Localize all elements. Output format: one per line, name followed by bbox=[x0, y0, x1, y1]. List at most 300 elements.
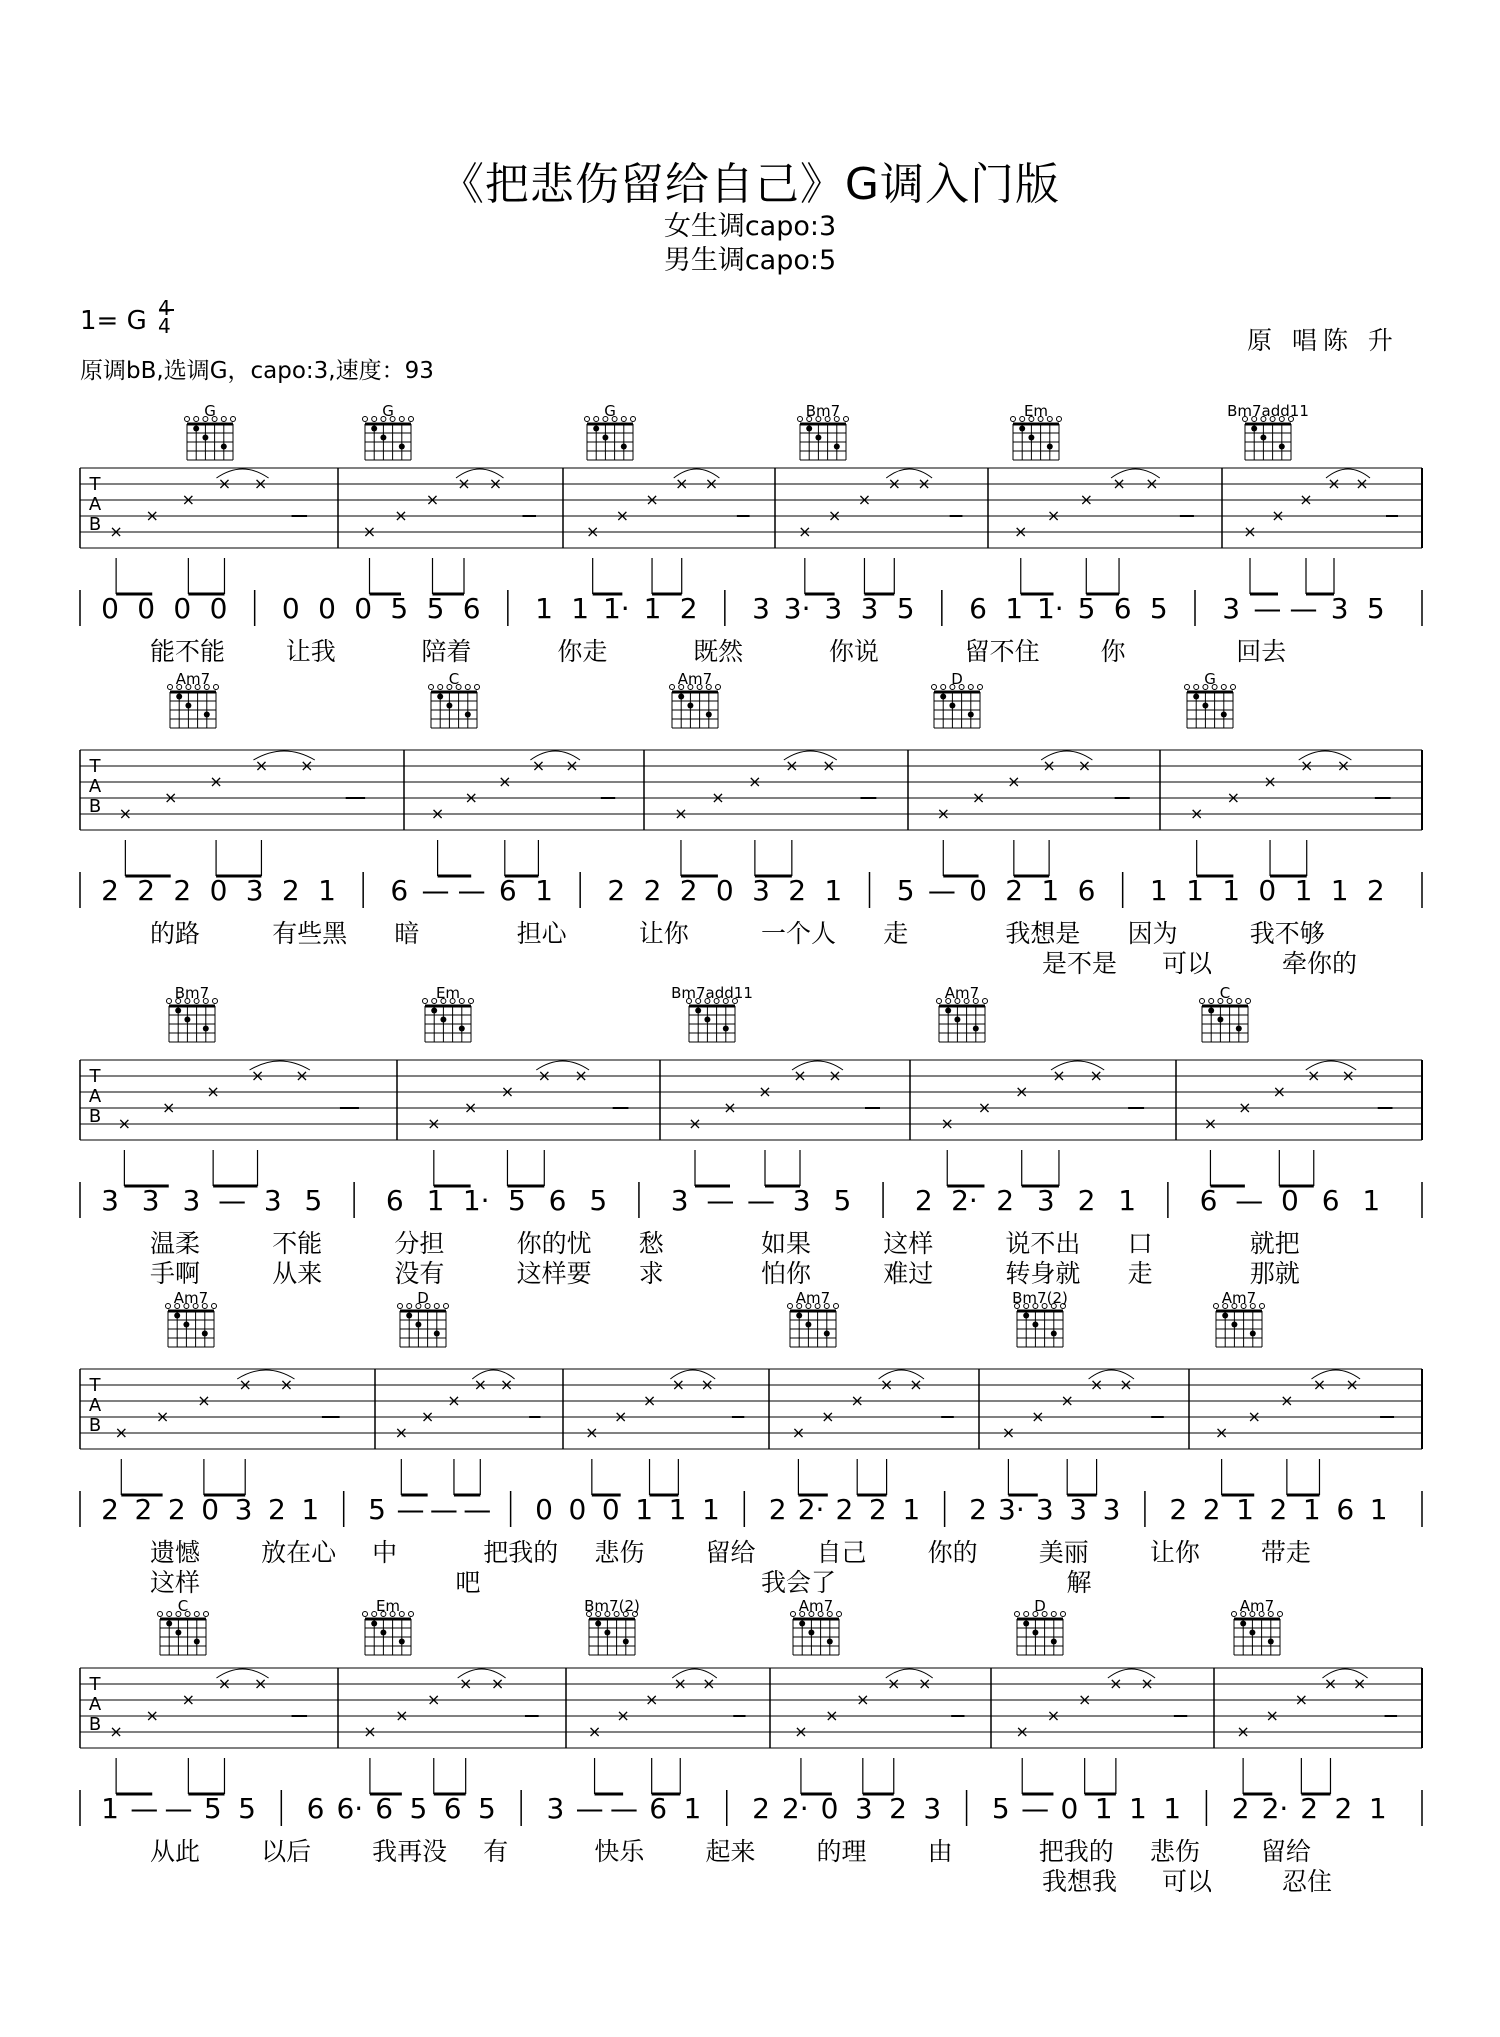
chord-finger-dot bbox=[723, 1026, 729, 1032]
jianpu-note: 5 bbox=[1366, 592, 1385, 625]
chord-finger-dot bbox=[371, 1621, 377, 1627]
jianpu-note: 6 bbox=[1321, 1184, 1340, 1217]
tab-note: × bbox=[206, 1082, 220, 1101]
tab-note: × bbox=[1014, 522, 1028, 541]
chord-name: Bm7add11 bbox=[1227, 402, 1309, 420]
chord-finger-dot bbox=[1240, 1621, 1246, 1627]
jianpu-note: 2 bbox=[1269, 1493, 1288, 1526]
lyric-line1: 既然 bbox=[693, 637, 744, 666]
lyric-line1: 因为 bbox=[1127, 919, 1178, 948]
chord-finger-dot bbox=[796, 1313, 802, 1319]
chord-finger-dot bbox=[371, 426, 377, 432]
tab-note: × bbox=[1001, 1423, 1016, 1442]
chord-finger-dot bbox=[940, 694, 946, 700]
tab-note: × bbox=[1042, 756, 1056, 775]
tab-note: × bbox=[1247, 1407, 1261, 1426]
lyric-line1: 让你 bbox=[1149, 1538, 1200, 1567]
chord-finger-dot bbox=[380, 1630, 386, 1636]
chord-finger-dot bbox=[1051, 1331, 1057, 1337]
jianpu-note: 0 bbox=[137, 592, 156, 625]
chord-finger-dot bbox=[815, 435, 821, 441]
jianpu-note: 2 bbox=[1366, 874, 1385, 907]
jianpu-note: 5 bbox=[203, 1792, 222, 1825]
tab-note: × bbox=[616, 1706, 630, 1725]
lyric-line1: 留给 bbox=[1260, 1837, 1311, 1866]
jianpu-note: 6 bbox=[306, 1792, 325, 1825]
jianpu-note: 1 bbox=[824, 874, 843, 907]
chord-name: Bm7(2) bbox=[1012, 1289, 1068, 1307]
chord-name: Em bbox=[1023, 402, 1049, 420]
tab-note: × bbox=[164, 788, 178, 807]
lyric-line1: 把我的 bbox=[1038, 1837, 1114, 1866]
tab-note: × bbox=[785, 756, 799, 775]
lyric-line1: 你说 bbox=[828, 637, 879, 666]
tab-note: × bbox=[1299, 490, 1313, 509]
lyric-line1: 一个人 bbox=[761, 919, 837, 948]
tab-note: × bbox=[1189, 804, 1204, 823]
tab-note: × bbox=[1060, 1391, 1074, 1410]
tab-note: × bbox=[1077, 1690, 1092, 1709]
jianpu-note: 1 bbox=[1041, 874, 1060, 907]
tab-note: × bbox=[822, 756, 836, 775]
lyric-line1: 悲伤 bbox=[1149, 1837, 1200, 1866]
tab-note: × bbox=[254, 756, 269, 775]
tab-clef-letter: A bbox=[88, 1086, 102, 1107]
tab-note: × bbox=[758, 1082, 772, 1101]
chord-finger-dot bbox=[1231, 1322, 1237, 1328]
tab-note: × bbox=[700, 1375, 714, 1394]
jianpu-note: 2 bbox=[167, 1493, 186, 1526]
tab-note: × bbox=[1352, 1674, 1367, 1693]
jianpu-note: 2 bbox=[1231, 1792, 1250, 1825]
lyric-line2: 我想我 bbox=[1042, 1867, 1118, 1896]
chord-finger-dot bbox=[174, 1313, 180, 1319]
chord-finger-dot bbox=[968, 712, 974, 718]
jianpu-note: 3 bbox=[1222, 592, 1241, 625]
jianpu-note: 3 bbox=[1035, 1493, 1054, 1526]
chord-name: Bm7 bbox=[805, 402, 841, 420]
tab-note: × bbox=[1327, 474, 1341, 493]
jianpu-note: 2 bbox=[679, 874, 698, 907]
jianpu-note: 1 bbox=[1094, 1792, 1113, 1825]
chord-finger-dot bbox=[1251, 426, 1257, 432]
jianpu-note: 2 bbox=[101, 874, 119, 907]
chord-finger-dot bbox=[602, 435, 608, 441]
lyric-line1: 美丽 bbox=[1038, 1538, 1089, 1567]
tab-note: × bbox=[300, 756, 314, 775]
jianpu-note: 1 bbox=[1368, 1792, 1387, 1825]
lyric-line1: 遗憾 bbox=[150, 1538, 201, 1567]
jianpu-note: 0 bbox=[1258, 874, 1277, 907]
chord-finger-dot bbox=[687, 703, 693, 709]
chord-finger-dot bbox=[406, 1313, 412, 1319]
lyric-line1: 陪着 bbox=[421, 637, 472, 666]
tab-note: × bbox=[250, 1066, 265, 1085]
chord-finger-dot bbox=[1236, 1026, 1242, 1032]
tab-note: × bbox=[887, 1674, 901, 1693]
tab-note: × bbox=[279, 1375, 294, 1394]
tab-note: × bbox=[463, 1098, 478, 1117]
lyric-line1: 温柔 bbox=[150, 1229, 201, 1258]
chord-finger-dot bbox=[604, 1630, 610, 1636]
jianpu-note: 5 bbox=[991, 1792, 1010, 1825]
tab-note: × bbox=[394, 1423, 409, 1442]
jianpu-note: — bbox=[706, 1184, 735, 1217]
chord-finger-dot bbox=[203, 1026, 209, 1032]
jianpu-note: 3 bbox=[860, 592, 879, 625]
page-title: 《把悲伤留给自己》G调入门版 bbox=[439, 159, 1061, 210]
lyric-line1: 的理 bbox=[816, 1837, 867, 1866]
jianpu-note: 6 bbox=[548, 1184, 567, 1217]
lyric-line1: 说不出 bbox=[1005, 1229, 1081, 1258]
jianpu-note: 0 bbox=[201, 1493, 220, 1526]
chord-finger-dot bbox=[175, 1008, 181, 1014]
jianpu-note: 3 bbox=[792, 1184, 811, 1217]
tab-note: × bbox=[1312, 1375, 1327, 1394]
chord-finger-dot bbox=[1032, 1630, 1038, 1636]
lyric-line2: 难过 bbox=[883, 1259, 934, 1288]
chord-name: Am7 bbox=[173, 1289, 209, 1307]
chord-name: C bbox=[1219, 984, 1231, 1002]
chord-name: G bbox=[1204, 670, 1216, 688]
jianpu-note: 3 bbox=[245, 874, 264, 907]
chord-finger-dot bbox=[704, 1017, 710, 1023]
jianpu-note: 0 bbox=[568, 1493, 587, 1526]
lyric-line1: 你 bbox=[1100, 637, 1126, 666]
chord-finger-dot bbox=[1221, 712, 1227, 718]
jianpu-note: 2 bbox=[914, 1184, 933, 1217]
jianpu-note: 3 bbox=[752, 592, 770, 625]
lyric-line2: 吧 bbox=[455, 1568, 481, 1597]
jianpu-note: 0 bbox=[173, 592, 192, 625]
jianpu-note: 5 bbox=[368, 1493, 386, 1526]
jianpu-note: 2 bbox=[768, 1493, 787, 1526]
jianpu-note: 2 bbox=[679, 592, 698, 625]
tab-note: × bbox=[613, 1407, 628, 1426]
chord-finger-dot bbox=[1047, 444, 1053, 450]
tab-note: × bbox=[1294, 1690, 1309, 1709]
chord-finger-dot bbox=[465, 712, 471, 718]
chord-finger-dot bbox=[1250, 1331, 1256, 1337]
jianpu-note: 3 bbox=[263, 1184, 282, 1217]
lyric-line1: 让你 bbox=[638, 919, 689, 948]
tab-note: × bbox=[1140, 1674, 1154, 1693]
tab-note: × bbox=[585, 522, 600, 541]
chord-finger-dot bbox=[1249, 1630, 1255, 1636]
chord-name: C bbox=[177, 1597, 189, 1615]
jianpu-note: — bbox=[421, 874, 450, 907]
tab-note: × bbox=[145, 506, 159, 525]
jianpu-note: 3 bbox=[101, 1184, 119, 1217]
chord-finger-dot bbox=[1051, 1639, 1057, 1645]
jianpu-note: 1 bbox=[1302, 1493, 1321, 1526]
chord-finger-dot bbox=[459, 1026, 465, 1032]
tab-note: × bbox=[395, 1706, 409, 1725]
chord-finger-dot bbox=[1222, 1313, 1228, 1319]
jianpu-note: 0 bbox=[354, 592, 373, 625]
tab-note: × bbox=[430, 804, 445, 823]
lyric-line1: 就把 bbox=[1249, 1229, 1300, 1258]
chord-finger-dot bbox=[437, 694, 443, 700]
jianpu-note: 5 bbox=[507, 1184, 526, 1217]
jianpu-note: 5 bbox=[477, 1792, 496, 1825]
tab-note: × bbox=[1031, 1407, 1045, 1426]
chord-finger-dot bbox=[202, 1331, 208, 1337]
lyric-line2: 可以 bbox=[1162, 1867, 1213, 1896]
chord-name: Am7 bbox=[175, 670, 211, 688]
lyric-line1: 留不住 bbox=[964, 637, 1040, 666]
lyric-line1: 从此 bbox=[150, 1837, 201, 1866]
chord-finger-dot bbox=[415, 1322, 421, 1328]
jianpu-note: 0 bbox=[820, 1792, 839, 1825]
chord-finger-dot bbox=[176, 694, 182, 700]
chord-name: Em bbox=[375, 1597, 401, 1615]
chord-finger-dot bbox=[695, 1008, 701, 1014]
chord-finger-dot bbox=[431, 1008, 437, 1014]
jianpu-note: 2 bbox=[1005, 874, 1024, 907]
tab-note: × bbox=[673, 1674, 687, 1693]
jianpu-note: 2 bbox=[137, 874, 156, 907]
jianpu-note: 3 bbox=[1069, 1493, 1088, 1526]
tab-note: × bbox=[574, 1066, 588, 1085]
chord-finger-dot bbox=[1268, 1639, 1274, 1645]
tab-clef-letter: B bbox=[88, 796, 102, 817]
jianpu-note: 0 bbox=[209, 874, 228, 907]
tab-note: × bbox=[723, 1098, 737, 1117]
jianpu-note: 3· bbox=[783, 592, 811, 625]
tab-note: × bbox=[828, 1066, 842, 1085]
jianpu-note: — bbox=[1253, 592, 1282, 625]
lyric-line1: 我想是 bbox=[1005, 919, 1081, 948]
tab-note: × bbox=[1300, 756, 1314, 775]
jianpu-note: 2 bbox=[996, 1184, 1015, 1217]
lyric-line1: 起来 bbox=[705, 1837, 756, 1866]
tab-note: × bbox=[181, 1690, 196, 1709]
tab-clef-letter: B bbox=[88, 1415, 102, 1436]
tab-note: × bbox=[674, 804, 688, 823]
chord-finger-dot bbox=[175, 1630, 181, 1636]
tab-note: × bbox=[675, 474, 689, 493]
tab-note: × bbox=[585, 1423, 599, 1442]
tab-note: × bbox=[1214, 1423, 1229, 1442]
tab-note: × bbox=[1119, 1375, 1133, 1394]
tab-note: × bbox=[114, 1423, 129, 1442]
jianpu-note: — bbox=[457, 874, 486, 907]
chord-finger-dot bbox=[824, 1331, 830, 1337]
lyric-line2: 怕你 bbox=[761, 1259, 812, 1288]
lyric-line1: 你的忧 bbox=[516, 1229, 592, 1258]
tab-note: × bbox=[420, 1407, 435, 1426]
jianpu-note: 2 bbox=[1169, 1493, 1188, 1526]
jianpu-note: 2 bbox=[889, 1792, 907, 1825]
jianpu-note: — bbox=[164, 1792, 193, 1825]
jianpu-note: 0 bbox=[209, 592, 228, 625]
lyric-line1: 这样 bbox=[883, 1229, 934, 1258]
chord-finger-dot bbox=[183, 1322, 189, 1328]
jianpu-note: 5 bbox=[304, 1184, 323, 1217]
tab-note: × bbox=[827, 506, 842, 525]
chord-finger-dot bbox=[446, 703, 452, 709]
lyric-line2: 可以 bbox=[1162, 949, 1213, 978]
tab-note: × bbox=[587, 1722, 602, 1741]
chord-finger-dot bbox=[954, 1017, 960, 1023]
jianpu-note: 3 bbox=[141, 1184, 160, 1217]
tab-note: × bbox=[253, 1674, 268, 1693]
jianpu-note: 1 bbox=[318, 874, 336, 907]
lyric-line2: 这样 bbox=[150, 1568, 201, 1597]
tab-note: × bbox=[425, 490, 440, 509]
tab-note: × bbox=[671, 1375, 686, 1394]
tab-note: × bbox=[711, 788, 725, 807]
jianpu-note: 5 bbox=[589, 1184, 608, 1217]
jianpu-note: 3 bbox=[854, 1792, 873, 1825]
jianpu-note: 5 bbox=[1149, 592, 1168, 625]
jianpu-note: 6 bbox=[385, 1184, 404, 1217]
tab-note: × bbox=[490, 1674, 505, 1693]
chord-finger-dot bbox=[806, 426, 812, 432]
jianpu-note: 5 bbox=[390, 592, 409, 625]
chord-name: Am7 bbox=[1221, 1289, 1257, 1307]
chord-finger-dot bbox=[621, 444, 627, 450]
jianpu-note: 0 bbox=[601, 1493, 620, 1526]
arrangement-info: 原调bB,选调G，capo:3,速度：93 bbox=[80, 358, 434, 384]
tab-note: × bbox=[879, 1375, 894, 1394]
lyric-line1: 有 bbox=[483, 1837, 509, 1866]
tab-note: × bbox=[909, 1375, 923, 1394]
jianpu-note: 2· bbox=[781, 1792, 809, 1825]
jianpu-note: 2 bbox=[134, 1493, 153, 1526]
tab-note: × bbox=[565, 756, 579, 775]
tab-note: × bbox=[1089, 1375, 1104, 1394]
jianpu-note: 1 bbox=[535, 874, 553, 907]
tab-note: × bbox=[702, 1674, 716, 1693]
chord-name: D bbox=[951, 670, 963, 688]
chord-finger-dot bbox=[808, 1630, 814, 1636]
tab-note: × bbox=[615, 506, 630, 525]
tab-note: × bbox=[1015, 1082, 1029, 1101]
jianpu-note: 3 bbox=[1102, 1493, 1121, 1526]
jianpu-note: 2 bbox=[868, 1493, 887, 1526]
tab-note: × bbox=[1052, 1066, 1066, 1085]
tab-note: × bbox=[1145, 474, 1159, 493]
time-signature-bottom: 4 bbox=[158, 314, 171, 338]
chord-finger-dot bbox=[1023, 1621, 1029, 1627]
jianpu-note: 6 bbox=[1113, 592, 1132, 625]
tab-note: × bbox=[1265, 1706, 1279, 1725]
jianpu-note: 1· bbox=[462, 1184, 490, 1217]
jianpu-note: 0 bbox=[1060, 1792, 1079, 1825]
lyric-line2: 那就 bbox=[1249, 1259, 1300, 1288]
chord-finger-dot bbox=[380, 435, 386, 441]
chord-finger-dot bbox=[184, 1017, 190, 1023]
jianpu-note: 3 bbox=[824, 592, 843, 625]
jianpu-note: 1 bbox=[1369, 1493, 1388, 1526]
lyric-line2: 没有 bbox=[394, 1259, 445, 1288]
time-signature-top: 4 bbox=[158, 296, 171, 320]
chord-finger-dot bbox=[1032, 1322, 1038, 1328]
lyric-line1: 不能 bbox=[272, 1229, 323, 1258]
tab-note: × bbox=[362, 522, 377, 541]
lyric-line1: 我不够 bbox=[1249, 919, 1325, 948]
tab-note: × bbox=[856, 1690, 870, 1709]
jianpu-note: — bbox=[463, 1493, 492, 1526]
tab-note: × bbox=[1089, 1066, 1103, 1085]
tab-note: × bbox=[1109, 1674, 1123, 1693]
chord-finger-dot bbox=[399, 444, 405, 450]
tab-note: × bbox=[793, 1066, 807, 1085]
lyric-line1: 走 bbox=[883, 919, 909, 948]
jianpu-note: 5 bbox=[896, 874, 915, 907]
jianpu-note: 1 bbox=[702, 1493, 720, 1526]
jianpu-note: 2 bbox=[835, 1493, 854, 1526]
jianpu-note: 1 bbox=[535, 592, 553, 625]
tab-note: × bbox=[644, 1690, 659, 1709]
lyric-line1: 由 bbox=[927, 1837, 953, 1866]
tab-note: × bbox=[940, 1114, 954, 1133]
jianpu-note: 6 bbox=[1199, 1184, 1218, 1217]
tab-note: × bbox=[253, 474, 268, 493]
chord-name: G bbox=[604, 402, 616, 420]
tab-note: × bbox=[1015, 1722, 1029, 1741]
jianpu-note: 6· bbox=[336, 1792, 364, 1825]
chord-name: Bm7 bbox=[174, 984, 210, 1002]
jianpu-note: — bbox=[1235, 1184, 1264, 1217]
tab-clef-letter: A bbox=[88, 1694, 102, 1715]
lyric-line1: 分担 bbox=[394, 1229, 445, 1258]
chord-finger-dot bbox=[595, 1621, 601, 1627]
lyric-line1: 留给 bbox=[705, 1538, 756, 1567]
tab-note: × bbox=[794, 1722, 808, 1741]
jianpu-note: 1 bbox=[1330, 874, 1349, 907]
jianpu-note: 2 bbox=[788, 874, 807, 907]
tab-note: × bbox=[181, 490, 196, 509]
tab-note: × bbox=[977, 1098, 992, 1117]
jianpu-note: 0 bbox=[101, 592, 119, 625]
jianpu-note: — bbox=[429, 1493, 458, 1526]
tab-clef-letter: T bbox=[89, 1375, 101, 1396]
chord-finger-dot bbox=[185, 703, 191, 709]
lyric-line1: 快乐 bbox=[594, 1837, 645, 1866]
lyric-line1: 带走 bbox=[1260, 1538, 1311, 1567]
lyric-line1: 你的 bbox=[927, 1538, 978, 1567]
jianpu-note: 6 bbox=[462, 592, 481, 625]
tab-note: × bbox=[458, 1674, 473, 1693]
tab-clef-letter: T bbox=[89, 756, 101, 777]
jianpu-note: 3 bbox=[234, 1493, 253, 1526]
tab-note: × bbox=[1203, 1114, 1218, 1133]
jianpu-note: 6 bbox=[375, 1792, 394, 1825]
subtitle-male: 男生调capo:5 bbox=[663, 245, 837, 276]
tab-note: × bbox=[857, 490, 872, 509]
jianpu-note: 5 bbox=[426, 592, 445, 625]
tab-note: × bbox=[1271, 506, 1285, 525]
tab-note: × bbox=[1238, 1098, 1252, 1117]
chord-finger-dot bbox=[1217, 1017, 1223, 1023]
tab-note: × bbox=[1336, 756, 1351, 775]
tab-note: × bbox=[537, 1066, 551, 1085]
tab-note: × bbox=[363, 1722, 377, 1741]
jianpu-note: 1 bbox=[1362, 1184, 1381, 1217]
jianpu-note: 1 bbox=[1149, 874, 1168, 907]
lyric-line1: 有些黑 bbox=[272, 919, 348, 948]
jianpu-note: 2 bbox=[173, 874, 192, 907]
jianpu-note: 5 bbox=[238, 1792, 256, 1825]
tab-note: × bbox=[1341, 1066, 1355, 1085]
tab-note: × bbox=[798, 522, 812, 541]
tab-note: × bbox=[887, 474, 901, 493]
tab-note: × bbox=[1046, 1706, 1061, 1725]
tab-note: × bbox=[645, 490, 659, 509]
